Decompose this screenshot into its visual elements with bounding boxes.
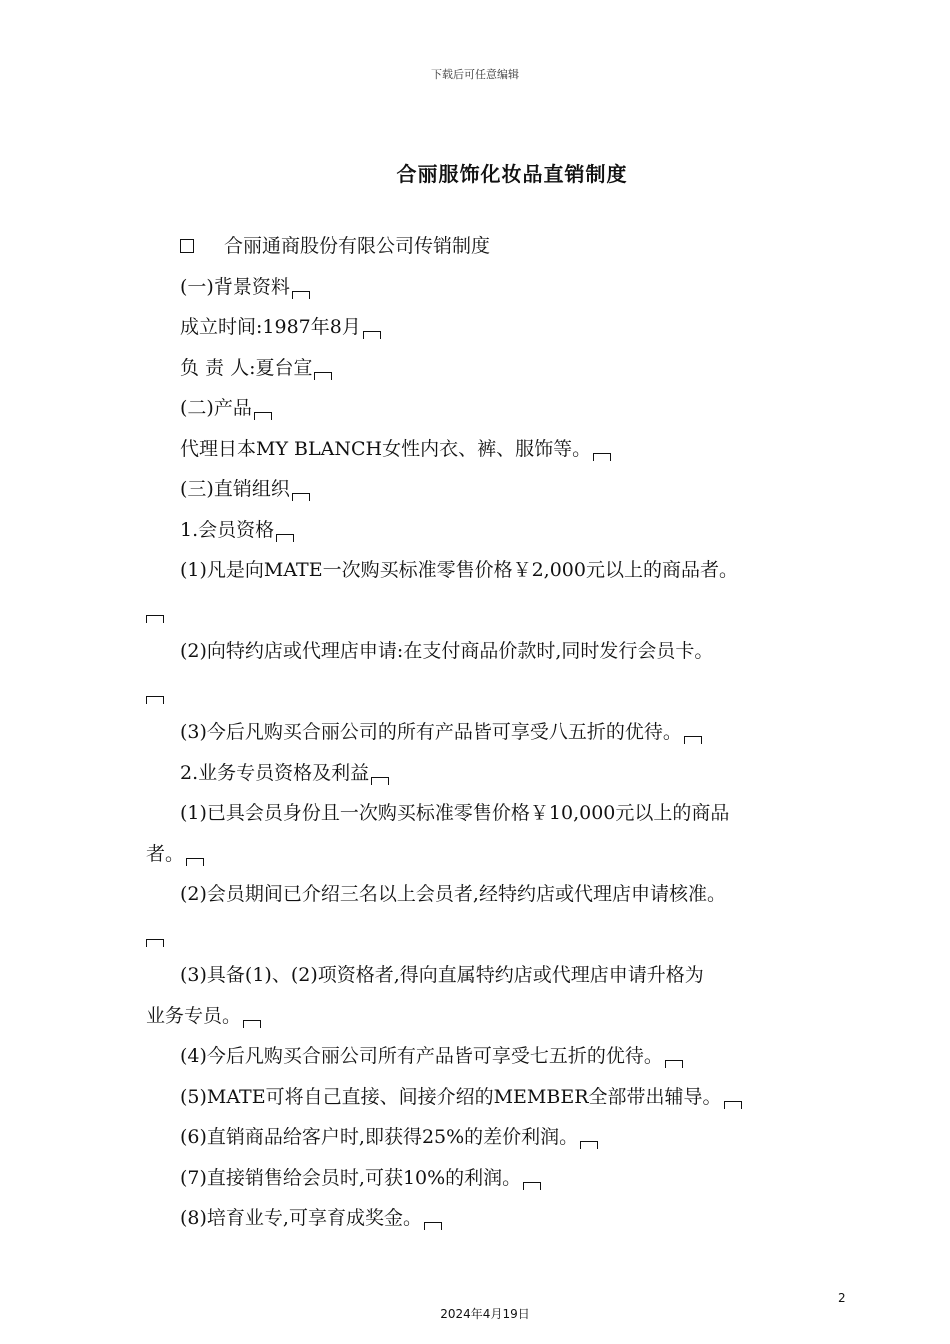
text-line: (2)会员期间已介绍三名以上会员者,经特约店或代理店申请核准。 (180, 883, 726, 905)
text-line: 合丽通商股份有限公司传销制度 (146, 226, 876, 267)
paragraph-mark-icon (186, 858, 204, 866)
text-line: 负 责 人:夏台宣 (146, 348, 876, 389)
page-number: 2 (838, 1291, 846, 1305)
text-line: (2)向特约店或代理店申请:在支付商品价款时,同时发行会员卡。 (180, 640, 714, 662)
paragraph-mark-icon (371, 777, 389, 785)
paragraph-mark-icon (424, 1222, 442, 1230)
paragraph-mark-icon (292, 493, 310, 501)
paragraph-mark-icon (146, 615, 164, 623)
paragraph-mark-icon (146, 696, 164, 704)
text-line: 代理日本MY BLANCH女性内衣、裤、服饰等。 (146, 429, 876, 470)
paragraph-mark-icon (665, 1060, 683, 1068)
text-line: (3)具备(1)、(2)项资格者,得向直属特约店或代理店申请升格为 (180, 964, 704, 986)
text-line: (三)直销组织 (146, 469, 876, 510)
checkbox-icon (180, 239, 194, 253)
paragraph-mark-icon (243, 1020, 261, 1028)
paragraph-mark-icon (292, 291, 310, 299)
text-line: (4)今后凡购买合丽公司所有产品皆可享受七五折的优待。 (146, 1036, 876, 1077)
text-line: (二)产品 (146, 388, 876, 429)
text-line: (一)背景资料 (146, 267, 876, 308)
page-header: 下载后可任意编辑 (431, 68, 519, 81)
paragraph-mark-icon (276, 534, 294, 542)
text-line (146, 672, 876, 713)
paragraph-mark-icon (363, 331, 381, 339)
text-line (146, 591, 876, 632)
page-footer-date: 2024年4月19日 (440, 1307, 530, 1321)
paragraph-mark-icon (254, 412, 272, 420)
text-line: (6)直销商品给客户时,即获得25%的差价利润。 (146, 1117, 876, 1158)
text-line: (3)今后凡购买合丽公司的所有产品皆可享受八五折的优待。 (146, 712, 876, 753)
text-line: (5)MATE可将自己直接、间接介绍的MEMBER全部带出辅导。 (146, 1077, 876, 1118)
document-title: 合丽服饰化妆品直销制度 (396, 162, 628, 186)
paragraph-mark-icon (523, 1182, 541, 1190)
paragraph-mark-icon (724, 1101, 742, 1109)
paragraph-mark-icon (684, 736, 702, 744)
text-line: 者。 (146, 834, 876, 875)
text-line (146, 915, 876, 956)
text-line: (1)凡是向MATE一次购买标准零售价格￥2,000元以上的商品者。 (180, 559, 738, 581)
text-line: (1)已具会员身份且一次购买标准零售价格￥10,000元以上的商品 (180, 802, 730, 824)
paragraph-mark-icon (146, 939, 164, 947)
text-line: 成立时间:1987年8月 (146, 307, 876, 348)
text-line: 1.会员资格 (146, 510, 876, 551)
paragraph-mark-icon (314, 372, 332, 380)
paragraph-mark-icon (580, 1141, 598, 1149)
text-line: (7)直接销售给会员时,可获10%的利润。 (146, 1158, 876, 1199)
document-body (146, 226, 876, 1239)
text-line: 业务专员。 (146, 996, 876, 1037)
text-line: (8)培育业专,可享育成奖金。 (146, 1198, 876, 1239)
paragraph-mark-icon (593, 453, 611, 461)
text-line: 2.业务专员资格及利益 (146, 753, 876, 794)
